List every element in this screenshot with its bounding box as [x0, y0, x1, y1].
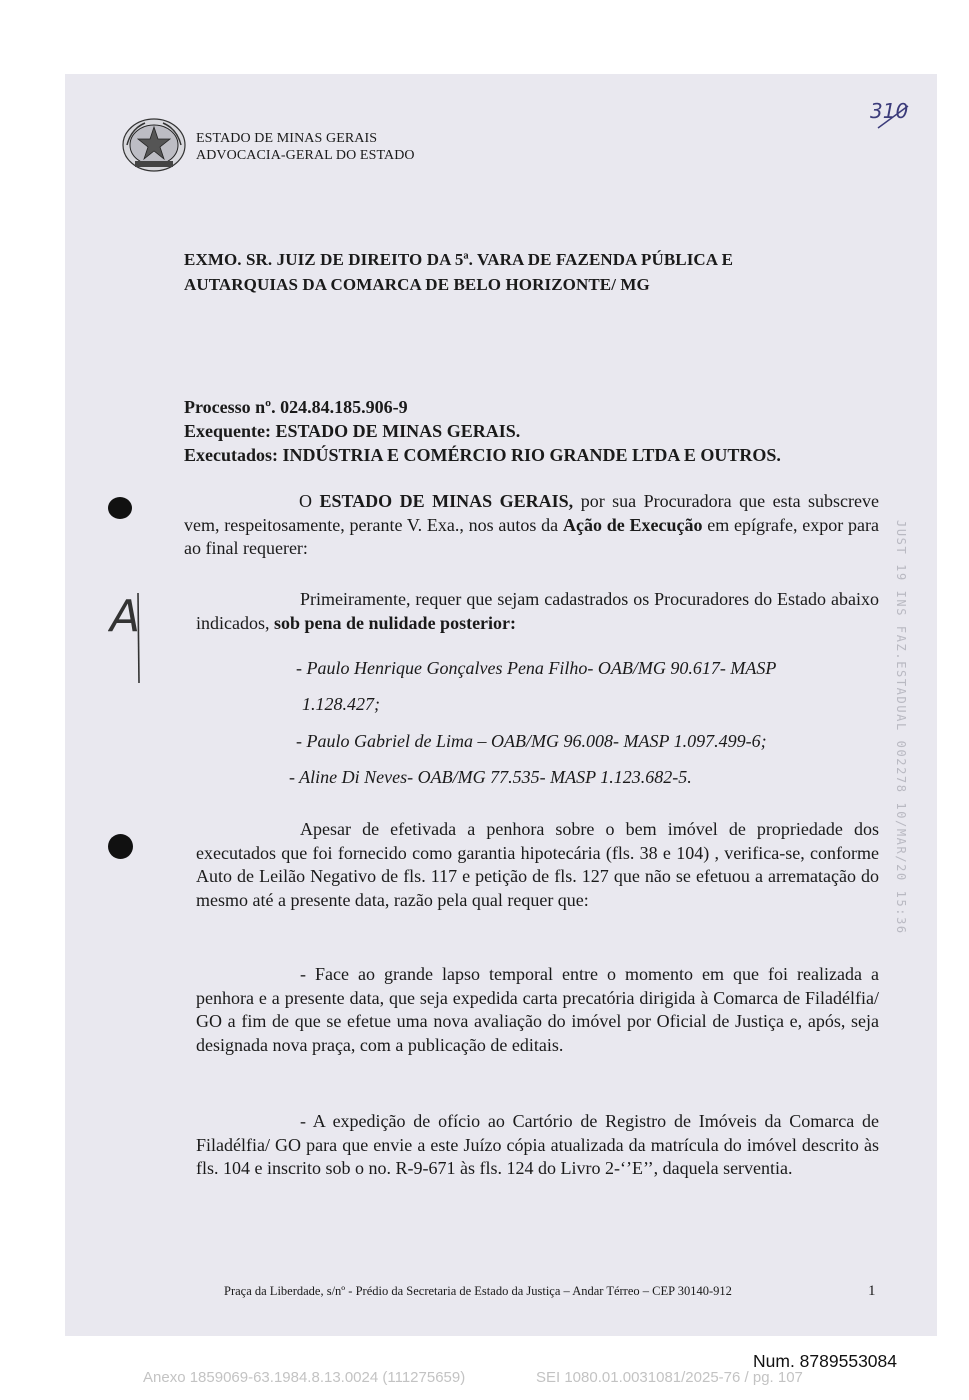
paragraph-carta-precatoria: - Face ao grande lapso temporal entre o momento em que foi realizada a penhora e a presente data, que seja expedida carta precatória dirigida à Comarca de Filadélfia/ GO a fim de que se efetue uma nova avaliação do imóvel por Oficial de Justiça e, após, seja designada nova praça, com a publicação de editais. [196, 964, 879, 1055]
intro-paragraph: O ESTADO DE MINAS GERAIS, por sua Procuradora que esta subscreve vem, respeitosamente, perante V. Exa., nos autos da Ação de Execução em epígrafe, expor para ao final requerer: [184, 491, 880, 558]
attorney-2: - Paulo Gabriel de Lima – OAB/MG 96.008- MASP 1.097.499-6; [296, 731, 767, 751]
process-number: Processo nº. 024.84.185.906-9 [184, 397, 408, 417]
attorney-1: - Paulo Henrique Gonçalves Pena Filho- OAB/MG 90.617- MASP [296, 658, 777, 678]
footer-page-number: 1 [868, 1283, 876, 1299]
punch-hole-top [108, 497, 132, 519]
header-agency: ADVOCACIA-GERAL DO ESTADO [196, 148, 415, 163]
punch-hole-bottom [108, 834, 133, 859]
svg-text:A: A [110, 591, 141, 642]
process-info [184, 395, 884, 467]
header-state: ESTADO DE MINAS GERAIS [196, 131, 378, 146]
request-paragraph-1: Primeiramente, requer que sejam cadastrados os Procuradores do Estado abaixo indicados, sob pena de nulidade posterior: [196, 589, 879, 633]
sei-reference: SEI 1080.01.0031081/2025-76 / pg. 107 [536, 1369, 803, 1386]
addressee [184, 247, 884, 297]
process-executados: Executados: INDÚSTRIA E COMÉRCIO RIO GRANDE LTDA E OUTROS. [184, 445, 781, 465]
protocol-stamp: JUST 19 INS FAZ.ESTADUAL 002278 10/MAR/20 15:36 [894, 520, 908, 935]
annex-reference: Anexo 1859069-63.1984.8.13.0024 (111275659) [143, 1369, 466, 1386]
handwritten-page-number [868, 94, 918, 134]
attorney-3: - Aline Di Neves- OAB/MG 77.535- MASP 1.123.682-5. [289, 767, 692, 787]
addressee-line-1: EXMO. SR. JUIZ DE DIREITO DA 5ª. VARA DE FAZENDA PÚBLICA E [184, 250, 734, 269]
paragraph-oficio: - A expedição de ofício ao Cartório de Registro de Imóveis da Comarca de Filadélfia/ GO para que envie a este Juízo cópia atualizada da matrícula do imóvel descrito às fls. 104 e inscrito sob o no. R-9-671 às fls. 124 do Livro 2-‘’E’’, daquela serventia. [196, 1111, 879, 1178]
document-number: Num. 8789553084 [753, 1351, 897, 1371]
handwritten-margin-mark [108, 583, 148, 688]
addressee-line-2: AUTARQUIAS DA COMARCA DE BELO HORIZONTE/ MG [184, 275, 650, 294]
attorney-1-masp: 1.128.427; [302, 694, 380, 714]
svg-text:310: 310 [870, 99, 909, 123]
process-exequente: Exequente: ESTADO DE MINAS GERAIS. [184, 421, 521, 441]
paragraph-penhora: Apesar de efetivada a penhora sobre o bem imóvel de propriedade dos executados que foi fornecido como garantia hipotecária (fls. 38 e 104) , verifica-se, conforme Auto de Leilão Negativo de fls. 117 e petição de fls. 127 que não se efetuou a arrematação do mesmo até a presente data, razão pela qual requer que: [196, 819, 879, 910]
coat-of-arms-seal-icon [121, 117, 187, 173]
footer-address: Praça da Liberdade, s/nº - Prédio da Secretaria de Estado da Justiça – Andar Térreo – CEP 30140-912 [224, 1284, 732, 1298]
